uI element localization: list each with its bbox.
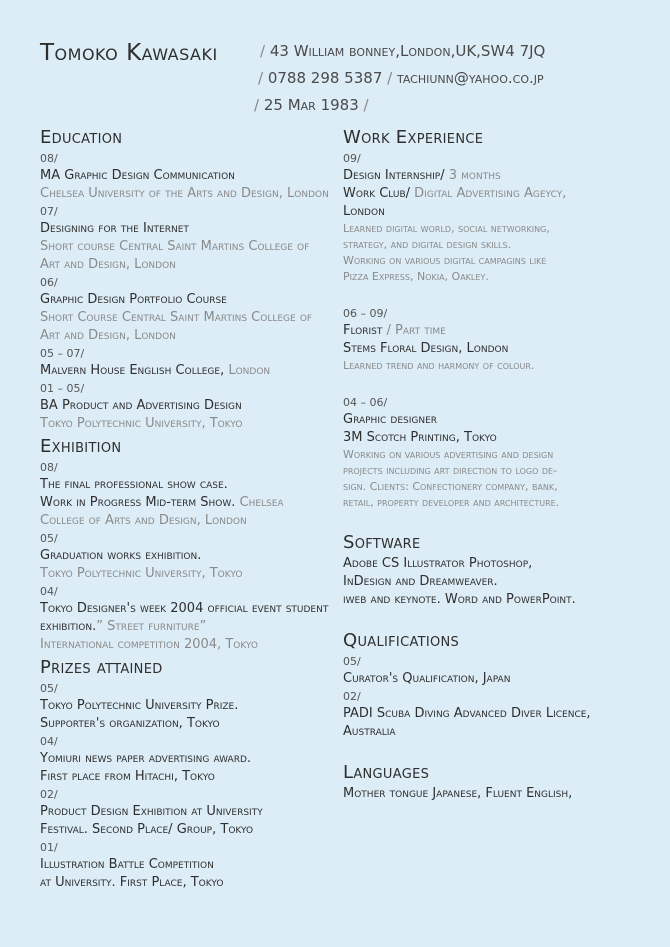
qualification-text: Australia [343,724,396,739]
work-desc: Working on various digital campagins like [343,254,547,267]
education-title: Malvern House English College, London [40,363,271,378]
education-list [40,150,332,433]
work-company: Stems Floral Design, London [343,341,509,356]
prize-line: Illustration Battle Competition [40,857,214,872]
education-title: Graphic Design Portfolio Course [40,292,227,307]
work-company: Work Club/ Digital Advertising Ageycy, [343,186,567,201]
education-period: 08/ [40,152,58,165]
qualifications-list [343,653,643,741]
education-period: 07/ [40,205,58,218]
work-list [343,150,643,511]
prize-period: 01/ [40,841,58,854]
work-desc: Learned digital world, social networking, [343,222,550,235]
software-line: InDesign and Dreamweaver. [343,574,498,589]
education-detail: Short course Central Saint Martins College of Art and Design, London [40,239,310,272]
exhibition-heading: Exhibition [40,436,122,457]
prize-line: Tokyo Polytechnic University Prize. [40,698,239,713]
exhibition-line: Tokyo Designer's week 2004 official event student exhibition.” Street furniture” [40,601,329,634]
contact-block [254,38,664,119]
prize-period: 04/ [40,735,58,748]
work-company: London [343,204,385,219]
exhibition-line: Work in Progress Mid-term Show. Chelsea College of Arts and Design, London [40,495,284,528]
education-period: 05 – 07/ [40,347,85,360]
exhibition-detail: International competition 2004, Tokyo [40,637,259,652]
work-period: 04 – 06/ [343,396,388,409]
exhibition-list [40,459,332,654]
exhibition-period: 05/ [40,532,58,545]
work-desc: projects including art direction to logo de- [343,464,558,477]
prize-line: at University. First Place, Tokyo [40,875,224,890]
work-desc: sign. Clients: Confectionery company, bank, [343,480,558,493]
qualification-period: 02/ [343,690,361,703]
education-period: 06/ [40,276,58,289]
birthdate-line: / 25 Mar 1983 / [254,96,369,114]
work-role: Design Internship/ 3 months [343,168,501,183]
prize-line: First place from Hitachi, Tokyo [40,769,215,784]
work-role: Florist / Part time [343,323,446,338]
qualification-text: Curator's Qualification, Japan [343,671,511,686]
software-list [343,555,643,609]
work-period: 09/ [343,152,361,165]
software-line: iweb and keynote. Word and PowerPoint. [343,592,576,607]
right-column [343,126,643,803]
education-title: Designing for the Internet [40,221,189,236]
work-company: 3M Scotch Printing, Tokyo [343,430,497,445]
qualification-period: 05/ [343,655,361,668]
software-heading: Software [343,532,421,553]
languages-heading: Languages [343,762,430,783]
phone-email-line: / 0788 298 5387 / tachiunn@yahoo.co.jp [258,69,544,87]
prizes-list [40,680,332,892]
education-title: BA Product and Advertising Design [40,398,242,413]
prize-line: Product Design Exhibition at University [40,804,263,819]
work-desc: strategy, and digital design skills. [343,238,512,251]
birthdate: 25 Mar 1983 [263,96,359,114]
education-detail: Tokyo Polytechnic University, Tokyo [40,416,243,431]
software-line: Adobe CS Illustrator Photoshop, [343,556,533,571]
candidate-name: Tomoko Kawasaki [40,40,218,66]
prizes-heading: Prizes attained [40,657,163,678]
education-heading: Education [40,127,123,148]
exhibition-period: 04/ [40,585,58,598]
prize-period: 05/ [40,682,58,695]
education-detail: Short Course Central Saint Martins College of Art and Design, London [40,310,313,343]
address-line: / 43 William bonney,London,UK,SW4 7JQ [260,42,546,60]
exhibition-detail: Tokyo Polytechnic University, Tokyo [40,566,243,581]
prize-line: Yomiuri news paper advertising award. [40,751,252,766]
email: tachiunn@yahoo.co.jp [396,69,544,87]
exhibition-period: 08/ [40,461,58,474]
education-detail: Chelsea University of the Arts and Design, London [40,186,329,201]
exhibition-line: Graduation works exhibition. [40,548,202,563]
education-period: 01 – 05/ [40,382,85,395]
languages-text: Mother tongue Japanese, Fluent English, [343,786,573,801]
work-desc: Pizza Express, Nokia, Oakley. [343,270,489,283]
work-desc: Learned trend and harmony of colour. [343,359,535,372]
address: 43 William bonney,London,UK,SW4 7JQ [269,42,546,60]
work-desc: Working on various advertising and design [343,448,554,461]
prize-line: Festival. Second Place/ Group, Tokyo [40,822,254,837]
qualification-text: PADI Scuba Diving Advanced Diver Licence, [343,706,591,721]
exhibition-line: The final professional show case. [40,477,228,492]
qualifications-heading: Qualifications [343,630,460,651]
work-heading: Work Experience [343,127,484,148]
left-column [40,126,332,892]
work-role: Graphic designer [343,412,438,427]
prize-period: 02/ [40,788,58,801]
prize-line: Supporter's organization, Tokyo [40,716,220,731]
work-desc: retail, property developer and architecture. [343,496,560,509]
education-title: MA Graphic Design Communication [40,168,235,183]
work-period: 06 – 09/ [343,307,388,320]
phone: 0788 298 5387 [267,69,383,87]
